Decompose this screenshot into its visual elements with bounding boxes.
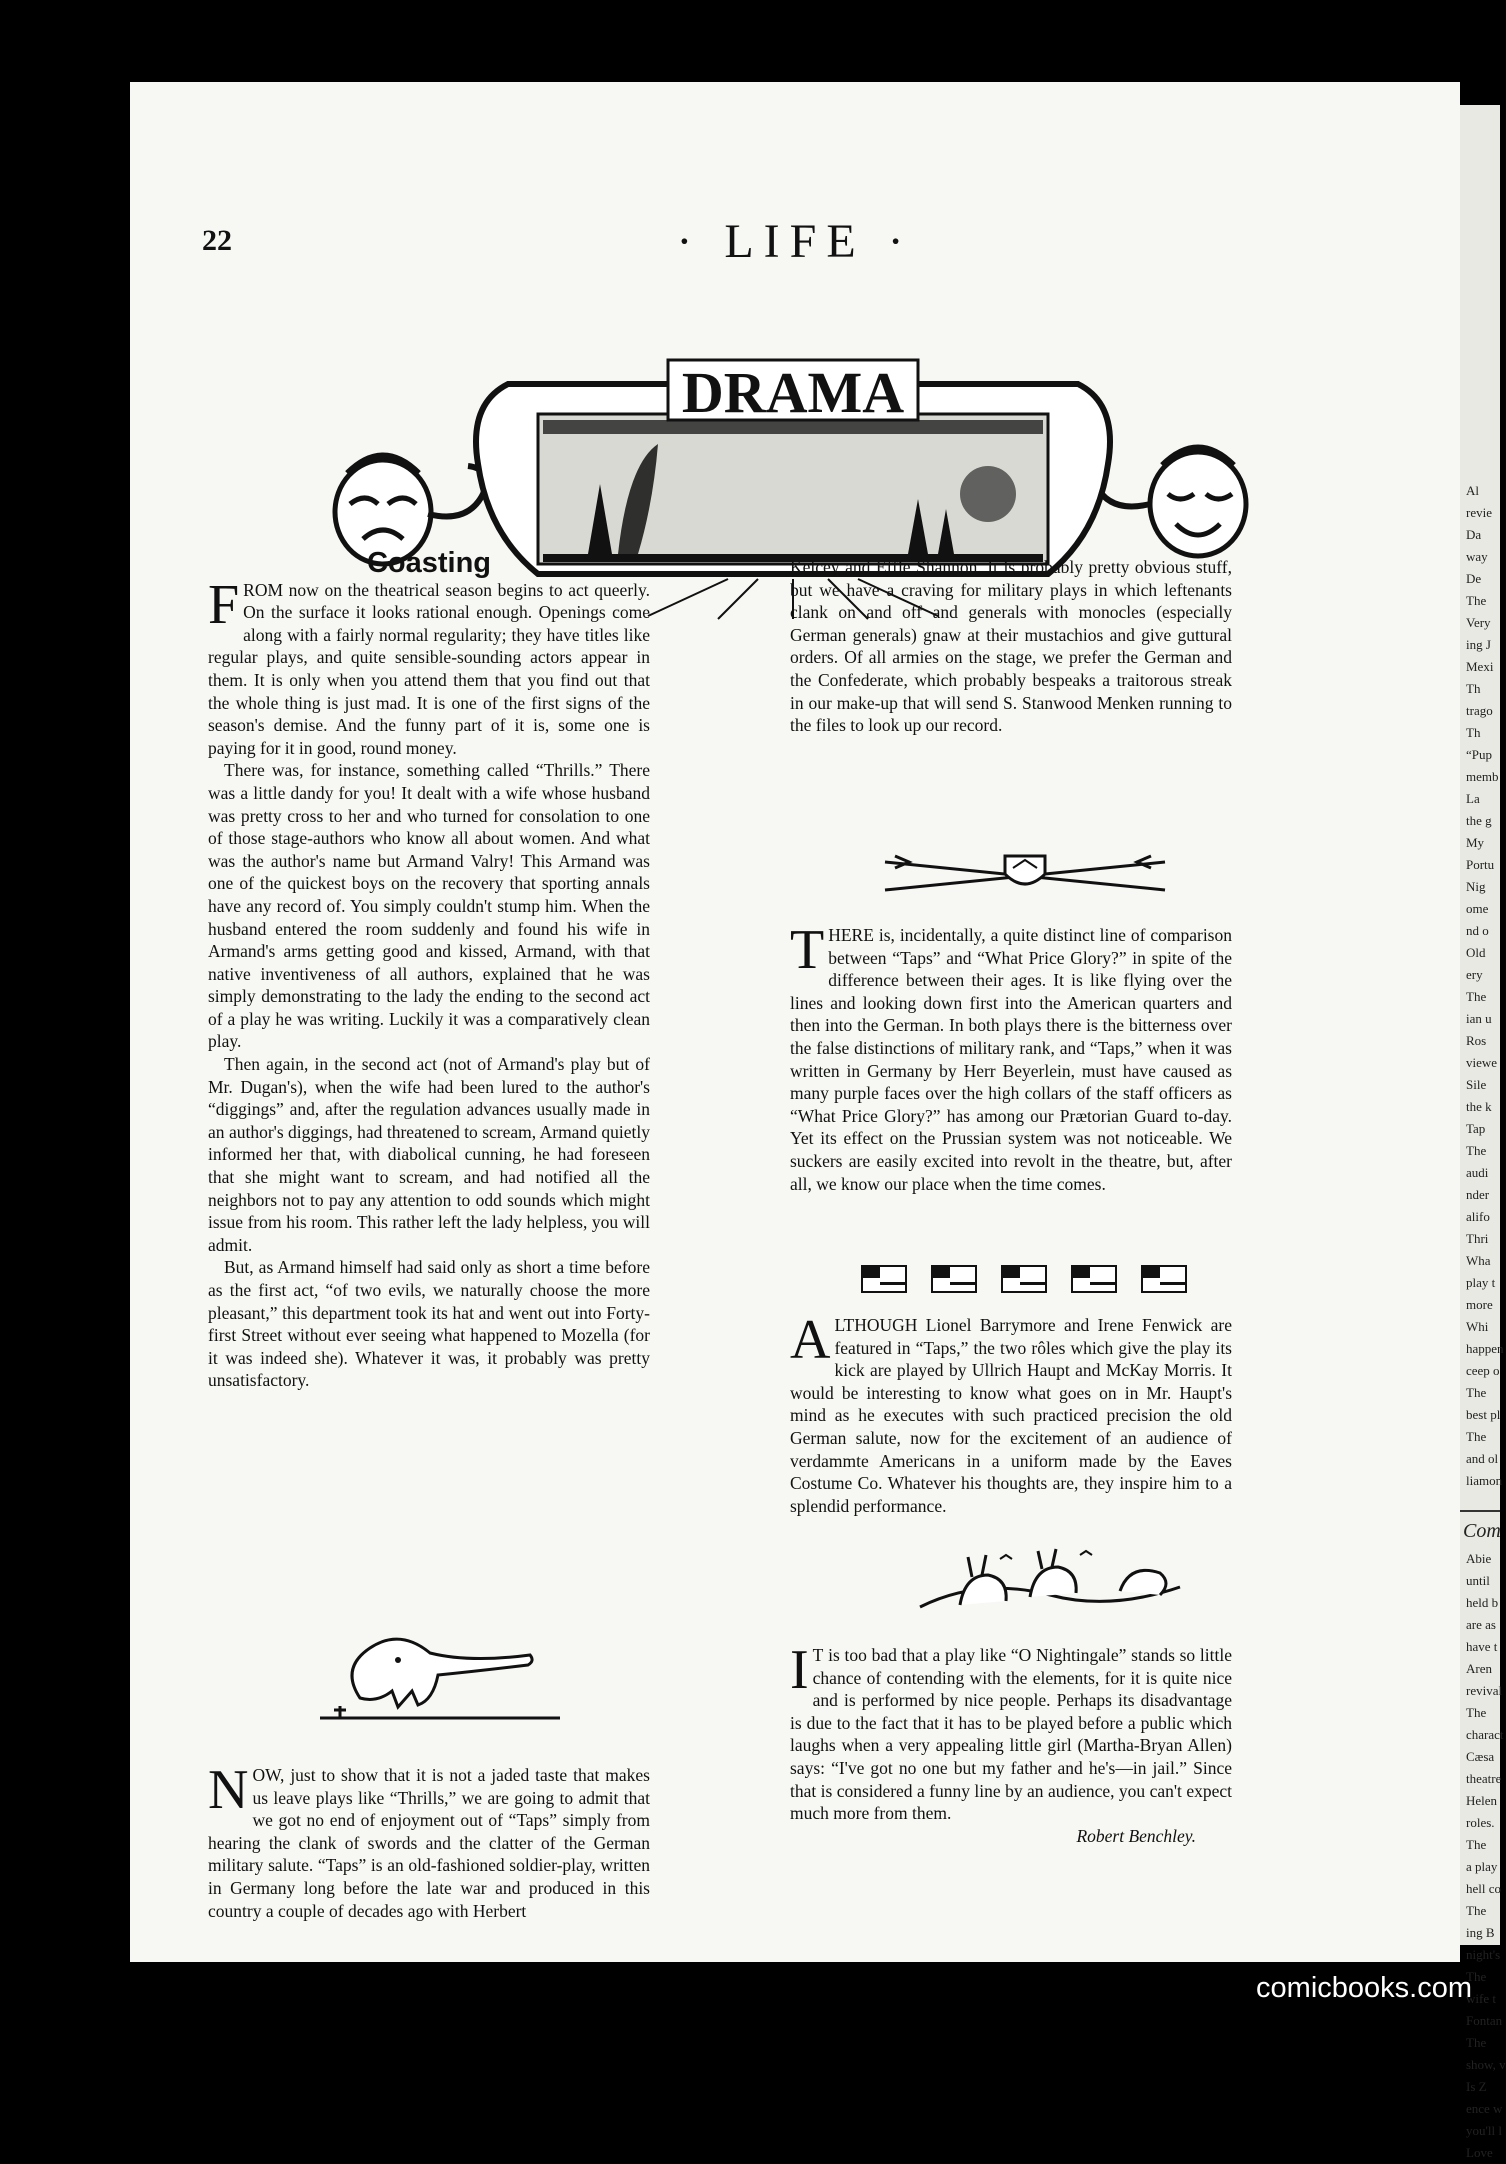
adjacent-page-line: you'll l bbox=[1466, 2123, 1502, 2138]
adjacent-page-lines-bottom bbox=[1460, 1548, 1506, 2164]
magazine-page bbox=[130, 82, 1460, 1962]
adjacent-page-line: audi bbox=[1466, 1165, 1489, 1180]
adjacent-page-line: happen bbox=[1466, 1341, 1504, 1356]
adjacent-page-lines-top bbox=[1460, 480, 1504, 1492]
adjacent-page-line: The bbox=[1466, 989, 1487, 1004]
adjacent-page-line: a play bbox=[1466, 1859, 1498, 1874]
adjacent-page-line: until bbox=[1466, 1573, 1490, 1588]
adjacent-page-line: Old bbox=[1466, 945, 1486, 960]
adjacent-page-line: Thri bbox=[1466, 1231, 1489, 1246]
adjacent-page-line: Whi bbox=[1466, 1319, 1489, 1334]
adjacent-page-line: The bbox=[1466, 2035, 1487, 2050]
adjacent-page-line: ceep o bbox=[1466, 1363, 1500, 1378]
adjacent-page-line: trago bbox=[1466, 703, 1493, 718]
adjacent-page-line: nder bbox=[1466, 1187, 1490, 1202]
adjacent-page-line: The bbox=[1466, 593, 1487, 608]
adjacent-page-line: Ros bbox=[1466, 1033, 1487, 1048]
adjacent-page-line: Mexi bbox=[1466, 659, 1494, 674]
adjacent-page-line: revival bbox=[1466, 1683, 1503, 1698]
adjacent-page-line: night's bbox=[1466, 1947, 1501, 1962]
adjacent-page-line: the g bbox=[1466, 813, 1492, 828]
adjacent-page-line: Love bbox=[1466, 2145, 1493, 2160]
article-right-column-mid2 bbox=[790, 1309, 1232, 1517]
adjacent-page-line: Nig bbox=[1466, 879, 1486, 894]
adjacent-page-line: The bbox=[1466, 1903, 1487, 1918]
adjacent-page-line: theatre bbox=[1466, 1771, 1502, 1786]
article-right-column-top bbox=[790, 556, 1232, 737]
paragraph-right-3: ALTHOUGH Lionel Barrymore and Irene Fenwick are featured in “Taps,” the two rôles which give the play its kick are played by Ullrich Haupt and McKay Morris. It would be interesting to know what goes on in Mr. Haupt's mind as he executes with such practiced precision the old German salute, now for the excitement of an audience of verdammte Americans in a uniform made by the Eaves Costume Co. Whatever his thoughts are, they inspire him to a splendid performance. bbox=[790, 1309, 1232, 1516]
adjacent-page-line: the k bbox=[1466, 1099, 1492, 1114]
adjacent-page-line: have t bbox=[1466, 1639, 1498, 1654]
adjacent-page-line: Very bbox=[1466, 615, 1491, 630]
adjacent-page-line: Is Z bbox=[1466, 2079, 1487, 2094]
adjacent-page-line: nd o bbox=[1466, 923, 1489, 938]
paragraph-3: Then again, in the second act (not of Armand's play but of Mr. Dugan's), when the wife had been lured to the author's “diggings” and, after the regulation advances usually made in an author's diggings, had threatened to scream, Armand quietly informed her that, with diabolical cunning, he had foreseen that she might want to scream, and had notified all the neighbors not to pay any attention to odd sounds which might issue from his room. This rather left the lady helpless, you will admit. bbox=[208, 1054, 650, 1255]
banner-title: DRAMA bbox=[681, 360, 905, 425]
adjacent-page-line: Helen bbox=[1466, 1793, 1498, 1808]
paragraph-1: FROM now on the theatrical season begins to act queerly. On the surface it looks rational enough. Openings come along with a fairly normal regularity; they have titles like regular plays, and quite sensible-sounding actors appear in them. It is only when you attend them that you find out that the whole thing is just mad. It is one of the first signs of the season's demise. And the funny part of it is, some one is paying for it in good, round money. bbox=[208, 573, 650, 758]
comedy-mask-icon bbox=[1092, 449, 1246, 557]
adjacent-page-line: Tap bbox=[1466, 1121, 1486, 1136]
masthead: · LIFE · bbox=[676, 215, 914, 268]
adjacent-page-line: Wha bbox=[1466, 1253, 1491, 1268]
adjacent-page-line: held b bbox=[1466, 1595, 1499, 1610]
adjacent-page-line: Abie bbox=[1466, 1551, 1492, 1566]
adjacent-page-line: alifo bbox=[1466, 1209, 1490, 1224]
adjacent-page-line: ery bbox=[1466, 967, 1483, 982]
adjacent-page-line: Portu bbox=[1466, 857, 1495, 872]
crossed-swords-illustration bbox=[875, 842, 1175, 912]
paragraph-right-1: Kelcey and Effie Shannon. It is probably pretty obvious stuff, but we have a craving for military plays in which leftenants clank on and off and generals with monocles (especially German generals) gnaw at their mustachios and give guttural orders. Of all armies on the stage, we prefer the German and the Confederate, which probably bespeaks a traitorous streak in our make-up that will send S. Stanwood Menken running to the files to look up our record. bbox=[790, 557, 1232, 736]
page-number: 22 bbox=[202, 224, 232, 257]
adjacent-page-line: ome bbox=[1466, 901, 1489, 916]
adjacent-page-line: hell co bbox=[1466, 1881, 1502, 1896]
adjacent-page-line: “Pup bbox=[1466, 747, 1492, 762]
adjacent-page-line: The bbox=[1466, 1969, 1487, 1984]
adjacent-page-line: charact bbox=[1466, 1727, 1504, 1742]
flags-row-illustration bbox=[860, 1262, 1190, 1298]
article-title: Coasting bbox=[366, 547, 492, 579]
adjacent-page-line: The bbox=[1466, 1143, 1487, 1158]
article-right-column-mid bbox=[790, 919, 1232, 1195]
adjacent-page-line: revie bbox=[1466, 505, 1492, 520]
adjacent-page-line: The bbox=[1466, 1429, 1487, 1444]
adjacent-page-line: more bbox=[1466, 1297, 1493, 1312]
adjacent-page-line: Cæsa bbox=[1466, 1749, 1495, 1764]
adjacent-page-line: Th bbox=[1466, 681, 1481, 696]
paragraph-2: There was, for instance, something called “Thrills.” There was a little dandy for you! It dealt with a wife whose husband was pretty cross to her and who turned for consolation to one of those stage-authors who know all about women. And what was the author's name but Armand Valry! This Armand was one of the quickest boys on the recovery that sporting annals have any record of. You simply couldn't stump him. When the husband entered the room suddenly and found his wife in Armand's arms getting good and kissed, Armand, with that native inventiveness of all authors, explained that he was simply demonstrating to the lady the ending to the second act of a play he was writing. Luckily it was a comparatively clean play. bbox=[208, 760, 650, 1052]
watermark: comicbooks.com bbox=[1256, 1972, 1472, 2004]
paragraph-4: But, as Armand himself had said only as short a time before as the first act, “of two evils, we naturally choose the more pleasant,” this department took its hat and went out into Forty-first Street without ever seeing what happened to Mozella (for it was indeed she). Whatever it was, it probably was pretty unsatisfactory. bbox=[208, 1257, 650, 1391]
adjacent-page-line: The bbox=[1466, 1385, 1487, 1400]
rabbits-illustration bbox=[910, 1547, 1190, 1627]
adjacent-page-line: De bbox=[1466, 571, 1482, 586]
adjacent-page-line: Al bbox=[1466, 483, 1479, 498]
adjacent-page-line: and ol bbox=[1466, 1451, 1499, 1466]
adjacent-page-heading: Com bbox=[1460, 1510, 1500, 1542]
adjacent-page-line: ian u bbox=[1466, 1011, 1492, 1026]
adjacent-page-line: La bbox=[1466, 791, 1480, 806]
adjacent-page-line: ence w bbox=[1466, 2101, 1503, 2116]
adjacent-page-line: My bbox=[1466, 835, 1485, 850]
adjacent-page-line: way bbox=[1466, 549, 1488, 564]
article-left-column bbox=[208, 547, 650, 1392]
adjacent-page-line: The bbox=[1466, 1837, 1487, 1852]
author-signature: Robert Benchley. bbox=[1076, 1825, 1196, 1846]
adjacent-page-line: Aren bbox=[1466, 1661, 1492, 1676]
article-left-bottom: NOW, just to show that it is not a jaded taste that makes us leave plays like “Thrills,” we are going to admit that we got no end of enjoyment out of “Taps” simply from hearing the clank of swords and the clatter of the German military salute. “Taps” is an old-fashioned soldier-play, written in Germany long before the late war and produced in this country a couple of decades ago with Herbert bbox=[208, 1759, 650, 1921]
adjacent-page-line: ing J bbox=[1466, 637, 1491, 652]
paragraph-right-2: THERE is, incidentally, a quite distinct line of comparison between “Taps” and “What Price Glory?” in spite of the difference between their ages. It is like flying over the lines and looking down first into the American quarters and then into the German. In both plays there is the bitterness over the false distinctions of military rank, and “Taps,” when it was written in Germany by Herr Beyerlein, must have caused as many purple faces over the high collars of the staff officers as “What Price Glory?” has among our Prætorian Guard to-day. Yet its effect on the Prussian system was not noticeable. We suckers are easily excited into revolt in the theatre, but, after all, we know our place when the time comes. bbox=[790, 919, 1232, 1194]
adjacent-page-edge bbox=[1460, 105, 1506, 2160]
paragraph-right-4: I T is too bad that a play like “O Nightingale” stands so little chance of contending with the elements, for it is quite nice and is performed by nice people. Perhaps its disadvantage is due to the fact that it has to be played before a public which laughs when a very appealing little girl (Martha-Bryan Allen) says: “I've got no one but my father and he's—in jail.” Since that is considered a funny line by an audience, you can't expect much more from them. bbox=[790, 1639, 1232, 1824]
adjacent-page-line: best pl bbox=[1466, 1407, 1501, 1422]
adjacent-page-line: memb bbox=[1466, 769, 1499, 784]
adjacent-page-line: wife t bbox=[1466, 1991, 1496, 2006]
adjacent-page-line: liamon bbox=[1466, 1473, 1503, 1488]
elephant-illustration bbox=[320, 1628, 560, 1723]
adjacent-page-line: The bbox=[1466, 1705, 1487, 1720]
adjacent-page-line: Th bbox=[1466, 725, 1481, 740]
adjacent-page-line: are as bbox=[1466, 1617, 1496, 1632]
adjacent-page-line: show, v bbox=[1466, 2057, 1506, 2072]
article-right-column-bottom bbox=[790, 1639, 1232, 1847]
adjacent-page-line: Sile bbox=[1466, 1077, 1487, 1092]
adjacent-page-line: viewe bbox=[1466, 1055, 1498, 1070]
adjacent-page-line: Da bbox=[1466, 527, 1482, 542]
adjacent-page-line: play t bbox=[1466, 1275, 1496, 1290]
adjacent-page-line: ing B bbox=[1466, 1925, 1495, 1940]
adjacent-page-line: roles. bbox=[1466, 1815, 1495, 1830]
adjacent-page-line: Fontan bbox=[1466, 2013, 1503, 2028]
